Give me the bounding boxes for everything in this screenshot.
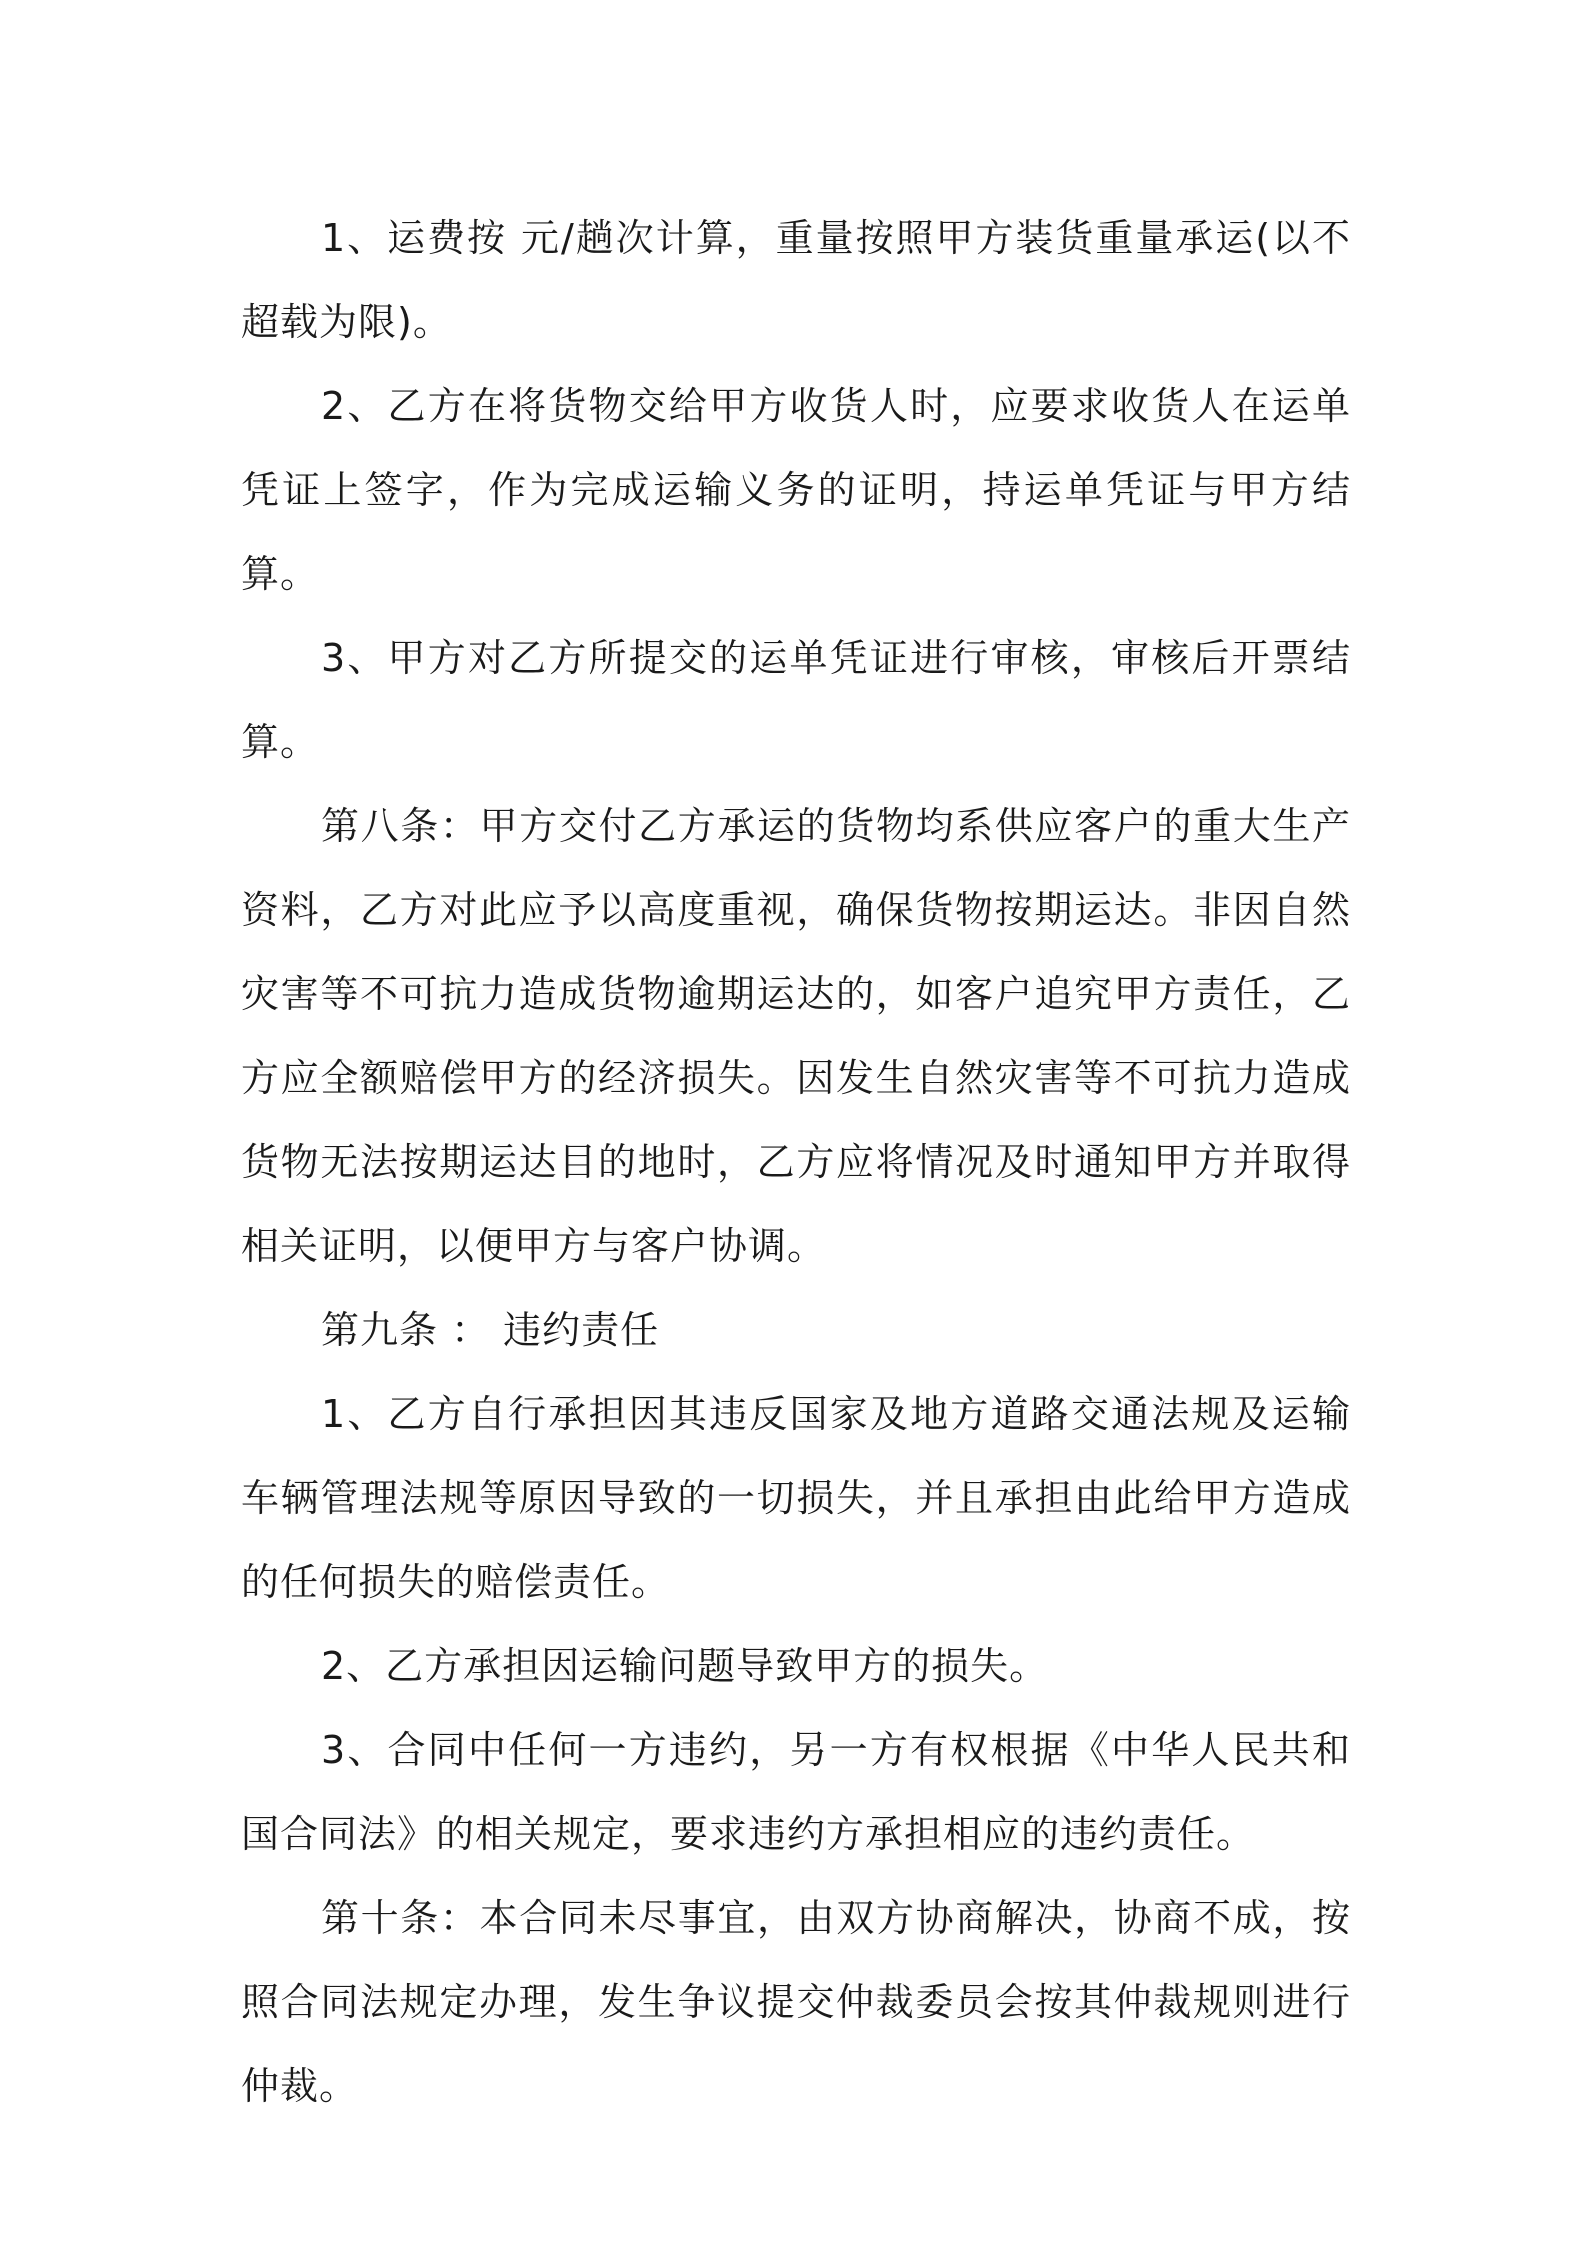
article-9-item-1: 1、乙方自行承担因其违反国家及地方道路交通法规及运输车辆管理法规等原因导致的一切损失，并且承担由此给甲方造成的任何损失的赔偿责任。 xyxy=(241,1392,1351,1604)
article-9-item-2: 2、乙方承担因运输问题导致甲方的损失。 xyxy=(321,1644,1049,1688)
article-9-heading: 第九条 ： 违约责任 xyxy=(321,1308,660,1352)
document-body xyxy=(241,196,1351,2128)
clause-waybill-audit: 3、甲方对乙方所提交的运单凭证进行审核，审核后开票结算。 xyxy=(241,636,1351,764)
article-10: 第十条：本合同未尽事宜，由双方协商解决，协商不成，按照合同法规定办理，发生争议提交仲裁委员会按其仲裁规则进行仲裁。 xyxy=(241,1896,1351,2108)
clause-waybill-signature: 2、乙方在将货物交给甲方收货人时，应要求收货人在运单凭证上签字，作为完成运输义务的证明，持运单凭证与甲方结算。 xyxy=(241,384,1351,596)
article-9-item-3: 3、合同中任何一方违约，另一方有权根据《中华人民共和国合同法》的相关规定，要求违约方承担相应的违约责任。 xyxy=(241,1728,1351,1856)
clause-freight-rate: 1、运费按 元/趟次计算，重量按照甲方装货重量承运(以不超载为限)。 xyxy=(241,216,1351,344)
article-8: 第八条：甲方交付乙方承运的货物均系供应客户的重大生产资料，乙方对此应予以高度重视，确保货物按期运达。非因自然灾害等不可抗力造成货物逾期运达的，如客户追究甲方责任，乙方应全额赔偿甲方的经济损失。因发生自然灾害等不可抗力造成货物无法按期运达目的地时，乙方应将情况及时通知甲方并取得相关证明，以便甲方与客户协调。 xyxy=(241,804,1351,1268)
